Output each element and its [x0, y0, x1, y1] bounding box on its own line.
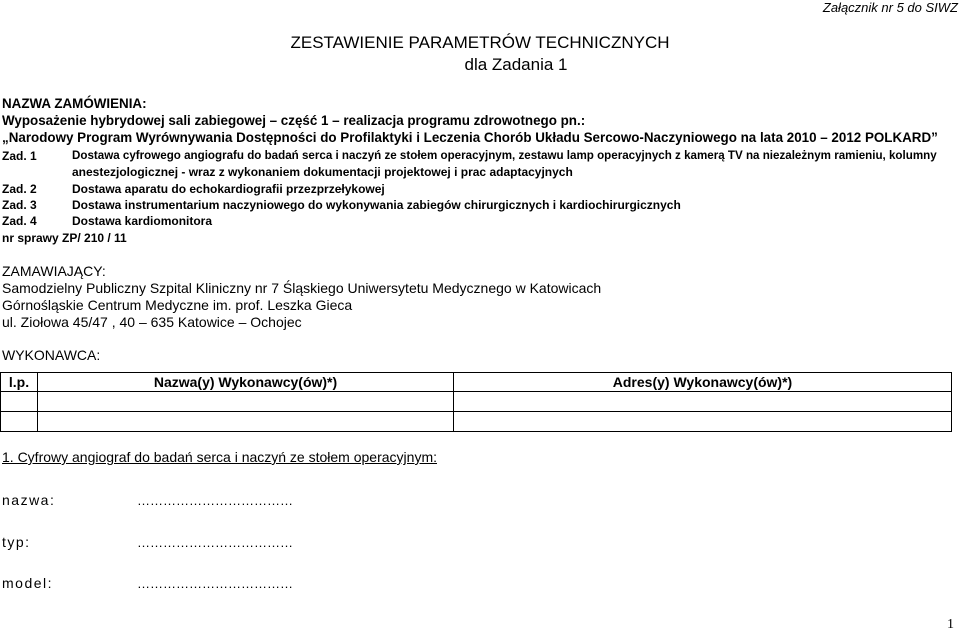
field-name-value[interactable]: ………………………………: [137, 493, 293, 508]
task-4-text: Dostawa kardiomonitora: [72, 214, 213, 228]
field-type-value[interactable]: ………………………………: [137, 535, 293, 550]
ordering-party-line-2: Górnośląskie Centrum Medyczne im. prof. Leszka Gieca: [2, 297, 353, 313]
page-number: 1: [947, 617, 954, 632]
order-line-1: Wyposażenie hybrydowej sali zabiegowej – część 1 – realizacja programu zdrowotnego pn.:: [2, 113, 586, 128]
task-1-text: Dostawa cyfrowego angiografu do badań serca i naczyń ze stołem operacyjnym, zestawu lamp operacyjnych z kamerą TV na niezależnym ramieniu, kolumny: [72, 149, 937, 162]
task-2-text: Dostawa aparatu do echokardiografii przezprzełykowej: [72, 182, 385, 196]
cell-lp[interactable]: [1, 392, 38, 412]
ordering-party-heading: ZAMAWIAJĄCY:: [2, 263, 106, 279]
cell-name[interactable]: [38, 412, 454, 432]
header-name: Nazwa(y) Wykonawcy(ów)*): [38, 373, 454, 392]
header-address: Adres(y) Wykonawcy(ów)*): [454, 373, 952, 392]
task-3-label: Zad. 3: [2, 198, 37, 212]
attachment-note: Załącznik nr 5 do SIWZ: [822, 0, 958, 15]
document-title: [0, 33, 960, 53]
cell-address[interactable]: [454, 392, 952, 412]
task-1-text-cont: anestezjologicznej - wraz z wykonaniem dokumentacji projektowej i prac adaptacyjnych: [72, 165, 573, 179]
task-1-label: Zad. 1: [2, 149, 37, 163]
ordering-party-line-3: ul. Ziołowa 45/47 , 40 – 635 Katowice – Ochojec: [2, 314, 302, 330]
section-1-heading: 1. Cyfrowy angiograf do badań serca i naczyń ze stołem operacyjnym:: [2, 449, 437, 465]
order-heading: NAZWA ZAMÓWIENIA:: [2, 96, 147, 111]
case-number: nr sprawy ZP/ 210 / 11: [2, 231, 127, 245]
task-3-text: Dostawa instrumentarium naczyniowego do wykonywania zabiegów chirurgicznych i kardiochirurgicznych: [72, 198, 681, 212]
table-row: [1, 392, 952, 412]
field-type-label: typ:: [2, 534, 31, 550]
cell-lp[interactable]: [1, 412, 38, 432]
contractor-table: [0, 372, 952, 432]
field-name-label: nazwa:: [2, 492, 56, 508]
task-4-label: Zad. 4: [2, 214, 37, 228]
document-subtitle: [0, 55, 960, 75]
table-header-row: [1, 373, 952, 392]
cell-name[interactable]: [38, 392, 454, 412]
title-line-2: dla Zadania 1: [464, 55, 568, 74]
order-line-2: „Narodowy Program Wyrównywania Dostępności do Profilaktyki i Leczenia Chorób Układu Sercowo-Naczyniowego na lata 2010 – 2012 POLKARD”: [2, 130, 938, 145]
title-line-1: ZESTAWIENIE PARAMETRÓW TECHNICZNYCH: [290, 33, 670, 52]
ordering-party-line-1: Samodzielny Publiczny Szpital Kliniczny nr 7 Śląskiego Uniwersytetu Medycznego w Katowicach: [2, 280, 602, 296]
table-row: [1, 412, 952, 432]
cell-address[interactable]: [454, 412, 952, 432]
field-model-value[interactable]: ………………………………: [137, 576, 293, 591]
task-2-label: Zad. 2: [2, 182, 37, 196]
field-model-label: model:: [2, 575, 54, 591]
header-lp: l.p.: [1, 373, 38, 392]
contractor-heading: WYKONAWCA:: [2, 347, 101, 363]
